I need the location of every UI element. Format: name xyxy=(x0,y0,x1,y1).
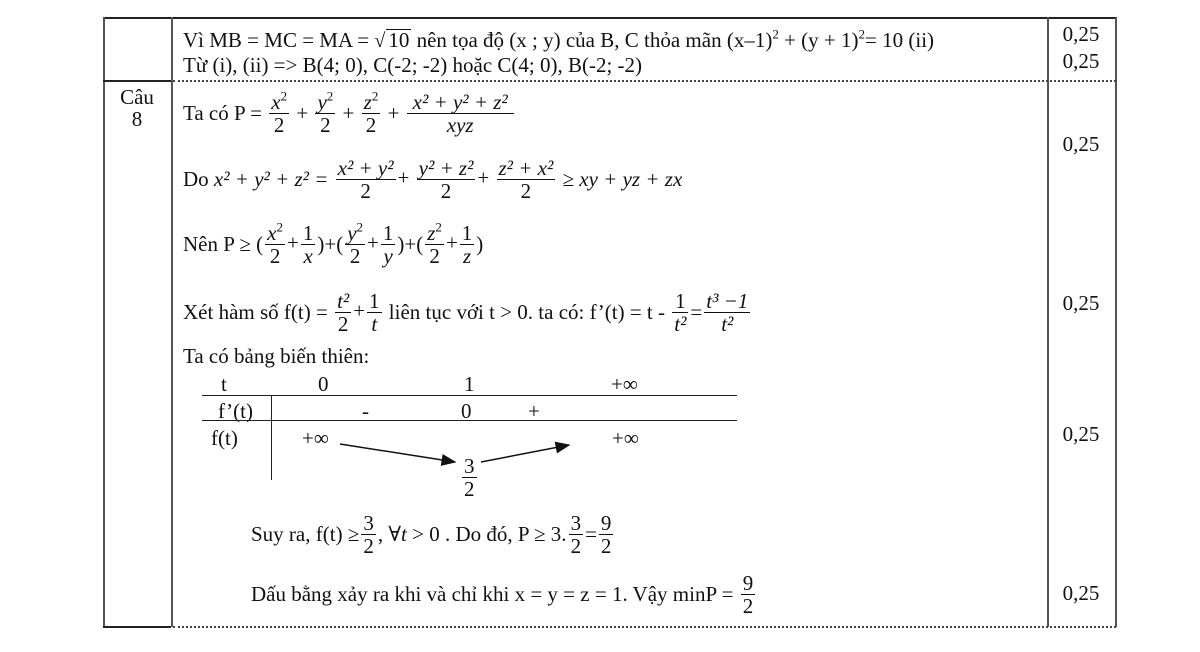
score-2: 0,25 xyxy=(1062,291,1100,315)
vt-f-label: f(t) xyxy=(211,426,238,450)
den: 2 xyxy=(440,179,452,204)
text: , ∀ xyxy=(377,522,402,547)
var: x xyxy=(267,221,277,245)
solution-line-6 xyxy=(251,512,615,557)
num: t³ −1 xyxy=(706,289,749,313)
text: = 10 (ii) xyxy=(865,28,935,52)
var: y xyxy=(347,221,357,245)
text: Ta có P = xyxy=(183,101,268,126)
den: 2 xyxy=(429,244,440,269)
den: 2 xyxy=(365,113,377,138)
var: x xyxy=(271,90,281,114)
exponent: 2 xyxy=(772,26,779,42)
text: Suy ra, f(t) ≥ xyxy=(251,522,360,547)
rhs: ≥ xy + yz + zx xyxy=(562,167,683,192)
score-top-1: 0,25 xyxy=(1062,22,1100,46)
question-number: 8 xyxy=(131,107,143,132)
solution-line-3: Nên P ≥ ( $\frac{x^2}{2}$ + $\frac{1}{x}$ )+( $\frac{y^2}{2}$ + $\frac{1}{y}$ )+( $\frac{z^2}{2}$ + $\frac{1}{z}$ ) xyxy=(183,219,484,269)
op: + xyxy=(296,101,309,126)
fraction: $\frac{9}{2}$ xyxy=(742,571,754,619)
num: x² + y² + z² xyxy=(412,90,508,114)
text: liên tục với t > 0. ta có: f’(t) = t - xyxy=(383,300,671,325)
vt-f-left: +∞ xyxy=(302,426,329,450)
num: x² + y² xyxy=(337,156,394,180)
fraction: $\frac{z^2}{2}$ xyxy=(427,219,442,269)
var: y xyxy=(383,244,393,269)
fraction: $\frac{y^2}{2}$ xyxy=(347,219,364,269)
fraction: $\frac{3}{2}$ xyxy=(363,511,374,559)
fraction: $\frac{3}{2}$ xyxy=(570,511,582,559)
vt-fprime-label: f’(t) xyxy=(218,399,253,423)
fraction: $\frac{1}{z}$ xyxy=(461,221,473,269)
var: t xyxy=(401,522,407,547)
fraction: $\frac{3}{2}$ xyxy=(464,454,475,502)
top-row-line-1: Vì MB = MC = MA = √ 10 nên tọa độ (x ; y) của B, C thỏa mãn $(x-1)^2 + (y + 1)^2= 10$ (ii) xyxy=(183,26,935,52)
sqrt-value: 10 xyxy=(388,28,410,52)
fraction: $\frac{y^2}{2}$ xyxy=(317,88,334,138)
vt-t-label: t xyxy=(221,372,227,396)
vt-f-right: +∞ xyxy=(612,426,639,450)
den: 2 xyxy=(269,244,281,269)
var: t xyxy=(371,312,378,337)
solution-line-2: Do x² + y² + z² = $\frac{\text{x² + y²}}{2}$ + $\frac{\text{y² + z²}}{2}$ + $\frac{\text{z² + x²}}{2}$ ≥ xy + yz + zx xyxy=(183,156,683,204)
vt-t-inf: +∞ xyxy=(611,372,638,396)
fraction: $\frac{x^2}{2}$ xyxy=(271,88,288,138)
text: > 0 . Do đó, P ≥ 3. xyxy=(406,522,567,547)
solution-line-4: Xét hàm số f(t) = $\frac{\text{t²}}{2}$ + $\frac{1}{t}$ liên tục với t > 0. ta có: f’(t) = t - $\frac{1}{\text{t²}}$ = $\frac{\text{t³ −1}}{\text{t²}}$ xyxy=(183,289,749,337)
fraction: $\frac{1}{y}$ xyxy=(382,221,394,269)
fraction: $\frac{1}{\text{t²}}$ xyxy=(674,289,687,337)
op: + xyxy=(342,101,355,126)
score-4: 0,25 xyxy=(1062,581,1100,605)
vt-fprime-zero: 0 xyxy=(461,399,472,423)
text: Do xyxy=(183,167,214,192)
exponent: 2 xyxy=(858,26,866,42)
top-row-line-2: Từ (i), (ii) => B(4; 0), C(-2; -2) hoặc C(4; 0), B(-2; -2) xyxy=(183,53,643,77)
var: z xyxy=(462,244,472,269)
question-word: Câu xyxy=(120,85,154,109)
op: = xyxy=(690,300,703,325)
score-top-2: 0,25 xyxy=(1062,49,1100,73)
vt-fprime-plus: + xyxy=(528,399,540,423)
num: z² + x² xyxy=(498,156,554,180)
score-1: 0,25 xyxy=(1062,132,1100,156)
vt-t-1: 1 xyxy=(464,372,475,396)
num: y² + z² xyxy=(418,156,474,180)
solution-line-5: Ta có bảng biến thiên: xyxy=(183,344,370,368)
var: z xyxy=(363,90,372,114)
fraction: $\frac{9}{2}$ xyxy=(600,511,612,559)
den: t² xyxy=(721,312,734,337)
vt-fprime-minus: - xyxy=(362,399,369,423)
text: nên tọa độ (x ; y) của B, C thỏa mãn (x–1) xyxy=(411,28,773,52)
den: 2 xyxy=(349,244,361,269)
den: 2 xyxy=(273,113,285,138)
text: + (y + 1) xyxy=(778,28,859,52)
solution-line-7 xyxy=(251,572,757,617)
vt-t-0: 0 xyxy=(318,372,329,396)
text: Nên P ≥ xyxy=(183,232,257,257)
den: xyz xyxy=(446,113,474,138)
fraction: $\frac{1}{x}$ xyxy=(302,221,314,269)
fraction: $\frac{z^2}{2}$ xyxy=(363,88,379,138)
den: 2 xyxy=(337,312,349,337)
lhs: x² + y² + z² = xyxy=(213,167,329,192)
den: 2 xyxy=(320,113,331,138)
fraction: $\frac{x^2}{2}$ xyxy=(267,219,284,269)
den: t² xyxy=(674,312,687,337)
fraction: $\frac{1}{t}$ xyxy=(369,289,380,337)
var: y xyxy=(317,90,327,114)
text: Xét hàm số f(t) = xyxy=(183,300,334,325)
op: = xyxy=(585,522,597,547)
num: t² xyxy=(337,289,350,313)
op: + xyxy=(387,101,400,126)
den: 2 xyxy=(520,179,532,204)
text: Vì MB = MC = MA = xyxy=(183,28,375,52)
score-3: 0,25 xyxy=(1062,422,1100,446)
den: 2 xyxy=(360,179,371,204)
var: x xyxy=(303,244,313,269)
text: Dấu bằng xảy ra khi và chỉ khi x = y = z = 1. Vậy minP = xyxy=(251,582,739,607)
var: z xyxy=(427,221,436,245)
